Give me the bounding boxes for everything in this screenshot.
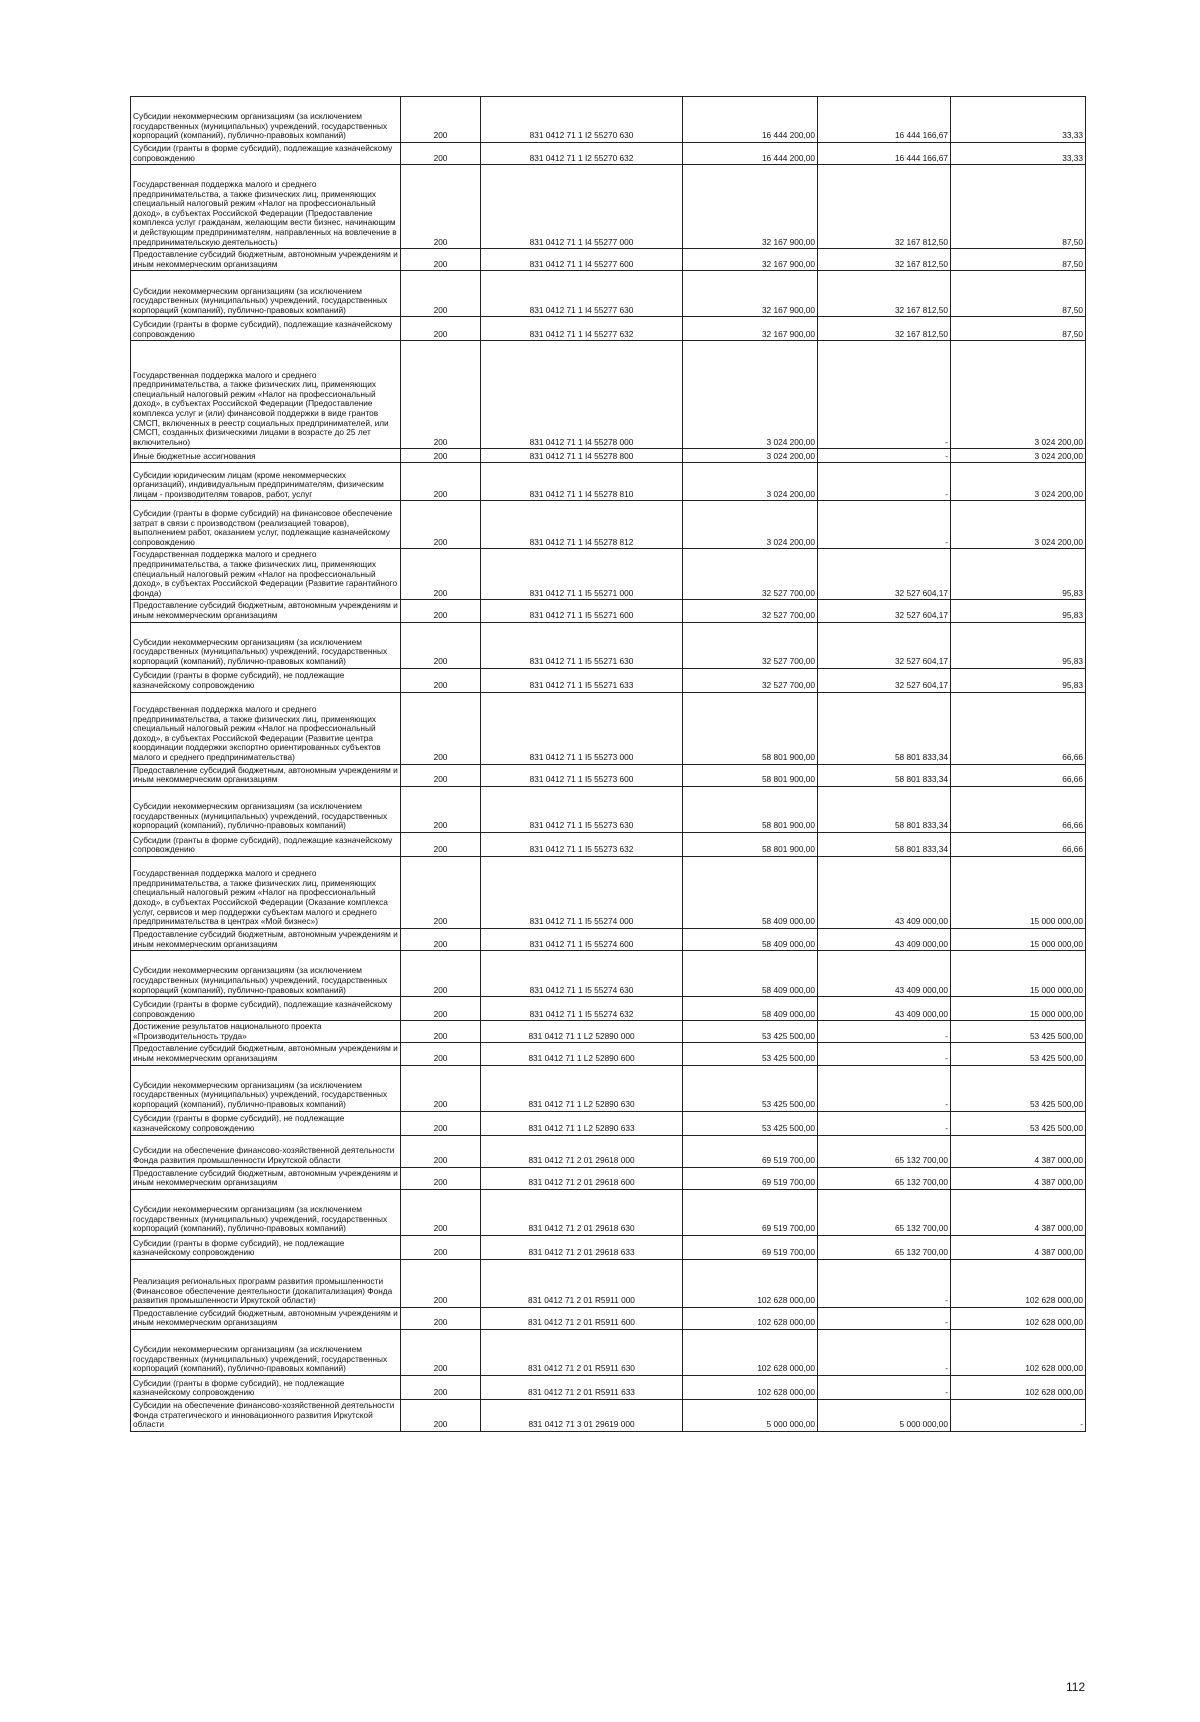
row-code: 200 bbox=[401, 317, 481, 341]
table-row bbox=[131, 1065, 1086, 1111]
row-code: 200 bbox=[401, 501, 481, 549]
row-code: 200 bbox=[401, 856, 481, 928]
row-code: 200 bbox=[401, 764, 481, 786]
row-approved: 69 519 700,00 bbox=[683, 1189, 818, 1235]
row-name: Предоставление субсидий бюджетным, автономным учреждениям и иным некоммерческим организациям bbox=[131, 600, 401, 622]
row-kbk: 831 0412 71 1 I5 55273 600 bbox=[481, 764, 683, 786]
row-approved: 3 024 200,00 bbox=[683, 449, 818, 463]
table-row bbox=[131, 1259, 1086, 1307]
row-kbk: 831 0412 71 1 I4 55278 800 bbox=[481, 449, 683, 463]
row-unexecuted: 15 000 000,00 bbox=[951, 856, 1086, 928]
row-executed: 32 167 812,50 bbox=[818, 249, 951, 271]
row-kbk: 831 0412 71 1 I5 55274 630 bbox=[481, 951, 683, 997]
table-row bbox=[131, 1135, 1086, 1167]
row-approved: 3 024 200,00 bbox=[683, 501, 818, 549]
row-name: Субсидии (гранты в форме субсидий), подлежащие казначейскому сопровождению bbox=[131, 317, 401, 341]
row-approved: 53 425 500,00 bbox=[683, 1111, 818, 1135]
row-code: 200 bbox=[401, 165, 481, 249]
table-row bbox=[131, 463, 1086, 501]
row-name: Субсидии на обеспечение финансово-хозяйственной деятельности Фонда развития промышленности Иркутской области bbox=[131, 1135, 401, 1167]
row-executed: 43 409 000,00 bbox=[818, 997, 951, 1021]
row-code: 200 bbox=[401, 549, 481, 600]
row-approved: 32 167 900,00 bbox=[683, 165, 818, 249]
row-name: Предоставление субсидий бюджетным, автономным учреждениям и иным некоммерческим организациям bbox=[131, 249, 401, 271]
row-name: Субсидии некоммерческим организациям (за исключением государственных (муниципальных) учреждений, государственных корпораций (компаний), публично-правовых компаний) bbox=[131, 97, 401, 143]
row-executed: 32 167 812,50 bbox=[818, 271, 951, 317]
row-unexecuted: 15 000 000,00 bbox=[951, 997, 1086, 1021]
row-name: Государственная поддержка малого и среднего предпринимательства, а также физических лиц, применяющих специальный налоговый режим «Налог на профессиональный доход», в субъектах Российской Федерации (Развитие гарантийного фонда) bbox=[131, 549, 401, 600]
row-executed: 32 527 604,17 bbox=[818, 668, 951, 692]
row-approved: 102 628 000,00 bbox=[683, 1259, 818, 1307]
row-name: Государственная поддержка малого и среднего предпринимательства, а также физических лиц, применяющих специальный налоговый режим «Налог на профессиональный доход», в субъектах Российской Федерации (Предоставление комплекса услуг и (или) финансовой поддержки в виде грантов СМСП, включенных в реестр социальных предпринимателей, или СМСП, созданных физическими лицами в возрасте до 25 лет включительно) bbox=[131, 341, 401, 449]
table-body bbox=[131, 97, 1086, 1432]
row-approved: 32 167 900,00 bbox=[683, 317, 818, 341]
row-unexecuted: 95,83 bbox=[951, 668, 1086, 692]
row-unexecuted: 95,83 bbox=[951, 549, 1086, 600]
table-row bbox=[131, 1235, 1086, 1259]
row-name: Субсидии некоммерческим организациям (за исключением государственных (муниципальных) учреждений, государственных корпораций (компаний), публично-правовых компаний) bbox=[131, 951, 401, 997]
row-code: 200 bbox=[401, 1235, 481, 1259]
table-row bbox=[131, 1307, 1086, 1329]
row-executed: 65 132 700,00 bbox=[818, 1135, 951, 1167]
row-kbk: 831 0412 71 1 I4 55278 810 bbox=[481, 463, 683, 501]
row-approved: 16 444 200,00 bbox=[683, 97, 818, 143]
table-row bbox=[131, 600, 1086, 622]
row-executed: - bbox=[818, 449, 951, 463]
row-kbk: 831 0412 71 1 I5 55273 630 bbox=[481, 786, 683, 832]
row-kbk: 831 0412 71 2 01 29618 600 bbox=[481, 1167, 683, 1189]
row-approved: 102 628 000,00 bbox=[683, 1307, 818, 1329]
row-approved: 16 444 200,00 bbox=[683, 143, 818, 165]
row-kbk: 831 0412 71 2 01 R5911 600 bbox=[481, 1307, 683, 1329]
row-code: 200 bbox=[401, 600, 481, 622]
row-executed: - bbox=[818, 1043, 951, 1065]
table-row bbox=[131, 832, 1086, 856]
row-executed: 43 409 000,00 bbox=[818, 856, 951, 928]
row-approved: 32 527 700,00 bbox=[683, 549, 818, 600]
row-unexecuted: 4 387 000,00 bbox=[951, 1167, 1086, 1189]
table-row bbox=[131, 317, 1086, 341]
row-name: Субсидии некоммерческим организациям (за исключением государственных (муниципальных) учреждений, государственных корпораций (компаний), публично-правовых компаний) bbox=[131, 271, 401, 317]
row-code: 200 bbox=[401, 271, 481, 317]
table-row bbox=[131, 951, 1086, 997]
row-approved: 58 409 000,00 bbox=[683, 997, 818, 1021]
table-row bbox=[131, 165, 1086, 249]
row-approved: 53 425 500,00 bbox=[683, 1021, 818, 1043]
row-code: 200 bbox=[401, 1307, 481, 1329]
row-code: 200 bbox=[401, 928, 481, 950]
row-executed: 32 527 604,17 bbox=[818, 622, 951, 668]
row-name: Субсидии некоммерческим организациям (за исключением государственных (муниципальных) учреждений, государственных корпораций (компаний), публично-правовых компаний) bbox=[131, 1330, 401, 1376]
row-approved: 5 000 000,00 bbox=[683, 1400, 818, 1432]
row-name: Субсидии на обеспечение финансово-хозяйственной деятельности Фонда стратегического и инновационного развития Иркутской области bbox=[131, 1400, 401, 1432]
row-unexecuted: 87,50 bbox=[951, 165, 1086, 249]
row-name: Достижение результатов национального проекта «Производительность труда» bbox=[131, 1021, 401, 1043]
row-executed: - bbox=[818, 1307, 951, 1329]
table-row bbox=[131, 1111, 1086, 1135]
row-code: 200 bbox=[401, 1167, 481, 1189]
row-code: 200 bbox=[401, 622, 481, 668]
row-executed: - bbox=[818, 463, 951, 501]
row-name: Субсидии некоммерческим организациям (за исключением государственных (муниципальных) учреждений, государственных корпораций (компаний), публично-правовых компаний) bbox=[131, 622, 401, 668]
row-code: 200 bbox=[401, 449, 481, 463]
row-code: 200 bbox=[401, 97, 481, 143]
row-executed: 65 132 700,00 bbox=[818, 1189, 951, 1235]
row-executed: 32 167 812,50 bbox=[818, 165, 951, 249]
table-row bbox=[131, 1043, 1086, 1065]
row-code: 200 bbox=[401, 1065, 481, 1111]
row-name: Субсидии некоммерческим организациям (за исключением государственных (муниципальных) учреждений, государственных корпораций (компаний), публично-правовых компаний) bbox=[131, 1189, 401, 1235]
row-approved: 58 409 000,00 bbox=[683, 951, 818, 997]
row-name: Субсидии (гранты в форме субсидий), подлежащие казначейскому сопровождению bbox=[131, 143, 401, 165]
row-name: Иные бюджетные ассигнования bbox=[131, 449, 401, 463]
row-unexecuted: 95,83 bbox=[951, 600, 1086, 622]
row-unexecuted: 102 628 000,00 bbox=[951, 1330, 1086, 1376]
row-approved: 32 527 700,00 bbox=[683, 668, 818, 692]
row-executed: - bbox=[818, 1021, 951, 1043]
table-row bbox=[131, 143, 1086, 165]
row-unexecuted: 66,66 bbox=[951, 832, 1086, 856]
table-row bbox=[131, 249, 1086, 271]
row-name: Государственная поддержка малого и среднего предпринимательства, а также физических лиц, применяющих специальный налоговый режим «Налог на профессиональный доход», в субъектах Российской Федерации (Развитие центра координации поддержки экспортно ориентированных субъектов малого и среднего предпринимательства) bbox=[131, 692, 401, 764]
row-name: Предоставление субсидий бюджетным, автономным учреждениям и иным некоммерческим организациям bbox=[131, 764, 401, 786]
row-name: Субсидии (гранты в форме субсидий), не подлежащие казначейскому сопровождению bbox=[131, 1376, 401, 1400]
row-code: 200 bbox=[401, 249, 481, 271]
row-approved: 58 801 900,00 bbox=[683, 692, 818, 764]
row-unexecuted: 102 628 000,00 bbox=[951, 1307, 1086, 1329]
budget-execution-table bbox=[130, 96, 1086, 1432]
row-executed: 58 801 833,34 bbox=[818, 786, 951, 832]
row-executed: 5 000 000,00 bbox=[818, 1400, 951, 1432]
row-name: Предоставление субсидий бюджетным, автономным учреждениям и иным некоммерческим организациям bbox=[131, 928, 401, 950]
row-unexecuted: 53 425 500,00 bbox=[951, 1021, 1086, 1043]
row-approved: 32 167 900,00 bbox=[683, 271, 818, 317]
row-kbk: 831 0412 71 2 01 29618 630 bbox=[481, 1189, 683, 1235]
row-name: Субсидии юридическим лицам (кроме некоммерческих организаций), индивидуальным предпринимателям, физическим лицам - производителям товаров, работ, услуг bbox=[131, 463, 401, 501]
row-executed: 58 801 833,34 bbox=[818, 764, 951, 786]
row-executed: 16 444 166,67 bbox=[818, 97, 951, 143]
row-name: Государственная поддержка малого и среднего предпринимательства, а также физических лиц, применяющих специальный налоговый режим «Налог на профессиональный доход», в субъектах Российской Федерации (Оказание комплекса услуг, сервисов и мер поддержки субъектам малого и среднего предпринимательства в центрах «Мой бизнес») bbox=[131, 856, 401, 928]
row-unexecuted: 3 024 200,00 bbox=[951, 449, 1086, 463]
row-executed: 43 409 000,00 bbox=[818, 928, 951, 950]
row-kbk: 831 0412 71 1 I5 55273 632 bbox=[481, 832, 683, 856]
row-code: 200 bbox=[401, 786, 481, 832]
row-approved: 58 801 900,00 bbox=[683, 832, 818, 856]
row-unexecuted: 53 425 500,00 bbox=[951, 1111, 1086, 1135]
row-unexecuted: 87,50 bbox=[951, 317, 1086, 341]
row-unexecuted: 53 425 500,00 bbox=[951, 1065, 1086, 1111]
row-approved: 102 628 000,00 bbox=[683, 1376, 818, 1400]
row-approved: 58 801 900,00 bbox=[683, 786, 818, 832]
row-kbk: 831 0412 71 1 I5 55274 600 bbox=[481, 928, 683, 950]
row-kbk: 831 0412 71 1 I5 55273 000 bbox=[481, 692, 683, 764]
table-row bbox=[131, 1189, 1086, 1235]
row-approved: 58 409 000,00 bbox=[683, 928, 818, 950]
row-unexecuted: 3 024 200,00 bbox=[951, 501, 1086, 549]
table-row bbox=[131, 622, 1086, 668]
row-kbk: 831 0412 71 1 I4 55277 632 bbox=[481, 317, 683, 341]
row-unexecuted: 4 387 000,00 bbox=[951, 1189, 1086, 1235]
row-unexecuted: 15 000 000,00 bbox=[951, 928, 1086, 950]
row-unexecuted: 102 628 000,00 bbox=[951, 1259, 1086, 1307]
row-unexecuted: 33,33 bbox=[951, 97, 1086, 143]
table-row bbox=[131, 997, 1086, 1021]
table-row bbox=[131, 1330, 1086, 1376]
row-name: Предоставление субсидий бюджетным, автономным учреждениям и иным некоммерческим организациям bbox=[131, 1307, 401, 1329]
row-approved: 102 628 000,00 bbox=[683, 1330, 818, 1376]
row-approved: 32 167 900,00 bbox=[683, 249, 818, 271]
row-kbk: 831 0412 71 1 L2 52890 630 bbox=[481, 1065, 683, 1111]
row-code: 200 bbox=[401, 1189, 481, 1235]
row-approved: 58 801 900,00 bbox=[683, 764, 818, 786]
row-unexecuted: - bbox=[951, 1400, 1086, 1432]
row-unexecuted: 95,83 bbox=[951, 622, 1086, 668]
row-name: Субсидии некоммерческим организациям (за исключением государственных (муниципальных) учреждений, государственных корпораций (компаний), публично-правовых компаний) bbox=[131, 786, 401, 832]
table-row bbox=[131, 449, 1086, 463]
row-executed: 32 527 604,17 bbox=[818, 600, 951, 622]
table-row bbox=[131, 271, 1086, 317]
row-executed: - bbox=[818, 341, 951, 449]
row-code: 200 bbox=[401, 1021, 481, 1043]
row-kbk: 831 0412 71 1 I5 55274 000 bbox=[481, 856, 683, 928]
row-executed: 43 409 000,00 bbox=[818, 951, 951, 997]
row-kbk: 831 0412 71 2 01 29618 000 bbox=[481, 1135, 683, 1167]
row-approved: 53 425 500,00 bbox=[683, 1065, 818, 1111]
row-kbk: 831 0412 71 1 I4 55277 000 bbox=[481, 165, 683, 249]
row-unexecuted: 33,33 bbox=[951, 143, 1086, 165]
row-code: 200 bbox=[401, 668, 481, 692]
row-name: Субсидии (гранты в форме субсидий), не подлежащие казначейскому сопровождению bbox=[131, 1111, 401, 1135]
row-executed: 58 801 833,34 bbox=[818, 692, 951, 764]
row-name: Предоставление субсидий бюджетным, автономным учреждениям и иным некоммерческим организациям bbox=[131, 1167, 401, 1189]
row-kbk: 831 0412 71 1 L2 52890 600 bbox=[481, 1043, 683, 1065]
row-executed: - bbox=[818, 501, 951, 549]
row-code: 200 bbox=[401, 1043, 481, 1065]
row-code: 200 bbox=[401, 951, 481, 997]
row-unexecuted: 4 387 000,00 bbox=[951, 1235, 1086, 1259]
row-code: 200 bbox=[401, 1400, 481, 1432]
row-kbk: 831 0412 71 2 01 R5911 633 bbox=[481, 1376, 683, 1400]
row-name: Предоставление субсидий бюджетным, автономным учреждениям и иным некоммерческим организациям bbox=[131, 1043, 401, 1065]
row-approved: 69 519 700,00 bbox=[683, 1167, 818, 1189]
row-code: 200 bbox=[401, 692, 481, 764]
row-approved: 69 519 700,00 bbox=[683, 1235, 818, 1259]
table-row bbox=[131, 1400, 1086, 1432]
row-approved: 32 527 700,00 bbox=[683, 622, 818, 668]
row-name: Субсидии (гранты в форме субсидий), подлежащие казначейскому сопровождению bbox=[131, 997, 401, 1021]
table-row bbox=[131, 856, 1086, 928]
row-approved: 32 527 700,00 bbox=[683, 600, 818, 622]
row-approved: 58 409 000,00 bbox=[683, 856, 818, 928]
row-name: Субсидии некоммерческим организациям (за исключением государственных (муниципальных) учреждений, государственных корпораций (компаний), публично-правовых компаний) bbox=[131, 1065, 401, 1111]
row-kbk: 831 0412 71 1 I4 55278 812 bbox=[481, 501, 683, 549]
row-unexecuted: 3 024 200,00 bbox=[951, 463, 1086, 501]
row-approved: 53 425 500,00 bbox=[683, 1043, 818, 1065]
row-unexecuted: 102 628 000,00 bbox=[951, 1376, 1086, 1400]
row-code: 200 bbox=[401, 1111, 481, 1135]
row-executed: 65 132 700,00 bbox=[818, 1235, 951, 1259]
row-approved: 3 024 200,00 bbox=[683, 341, 818, 449]
row-executed: - bbox=[818, 1065, 951, 1111]
table-row bbox=[131, 97, 1086, 143]
row-executed: 32 167 812,50 bbox=[818, 317, 951, 341]
row-name: Субсидии (гранты в форме субсидий), не подлежащие казначейскому сопровождению bbox=[131, 1235, 401, 1259]
row-code: 200 bbox=[401, 1376, 481, 1400]
row-kbk: 831 0412 71 1 I2 55270 632 bbox=[481, 143, 683, 165]
row-kbk: 831 0412 71 1 I4 55278 000 bbox=[481, 341, 683, 449]
row-code: 200 bbox=[401, 463, 481, 501]
row-name: Реализация региональных программ развития промышленности (Финансовое обеспечение деятельности (докапитализация) Фонда развития промышленности Иркутской области) bbox=[131, 1259, 401, 1307]
row-kbk: 831 0412 71 2 01 R5911 000 bbox=[481, 1259, 683, 1307]
row-executed: - bbox=[818, 1330, 951, 1376]
row-unexecuted: 4 387 000,00 bbox=[951, 1135, 1086, 1167]
row-kbk: 831 0412 71 1 L2 52890 000 bbox=[481, 1021, 683, 1043]
row-executed: - bbox=[818, 1259, 951, 1307]
row-executed: 16 444 166,67 bbox=[818, 143, 951, 165]
row-executed: - bbox=[818, 1376, 951, 1400]
row-kbk: 831 0412 71 1 L2 52890 633 bbox=[481, 1111, 683, 1135]
row-executed: - bbox=[818, 1111, 951, 1135]
table-row bbox=[131, 668, 1086, 692]
row-kbk: 831 0412 71 1 I5 55271 000 bbox=[481, 549, 683, 600]
row-unexecuted: 66,66 bbox=[951, 764, 1086, 786]
table-row bbox=[131, 764, 1086, 786]
table-row bbox=[131, 786, 1086, 832]
row-executed: 58 801 833,34 bbox=[818, 832, 951, 856]
row-kbk: 831 0412 71 1 I2 55270 630 bbox=[481, 97, 683, 143]
row-unexecuted: 53 425 500,00 bbox=[951, 1043, 1086, 1065]
row-kbk: 831 0412 71 1 I4 55277 600 bbox=[481, 249, 683, 271]
row-kbk: 831 0412 71 1 I5 55271 600 bbox=[481, 600, 683, 622]
row-kbk: 831 0412 71 2 01 R5911 630 bbox=[481, 1330, 683, 1376]
row-approved: 3 024 200,00 bbox=[683, 463, 818, 501]
row-kbk: 831 0412 71 1 I4 55277 630 bbox=[481, 271, 683, 317]
table-row bbox=[131, 692, 1086, 764]
row-unexecuted: 87,50 bbox=[951, 249, 1086, 271]
row-name: Субсидии (гранты в форме субсидий), не подлежащие казначейскому сопровождению bbox=[131, 668, 401, 692]
row-code: 200 bbox=[401, 1330, 481, 1376]
row-unexecuted: 15 000 000,00 bbox=[951, 951, 1086, 997]
table-row bbox=[131, 1021, 1086, 1043]
page-number: 112 bbox=[1066, 1680, 1086, 1694]
row-kbk: 831 0412 71 3 01 29619 000 bbox=[481, 1400, 683, 1432]
row-code: 200 bbox=[401, 997, 481, 1021]
row-unexecuted: 66,66 bbox=[951, 786, 1086, 832]
row-unexecuted: 87,50 bbox=[951, 271, 1086, 317]
row-unexecuted: 66,66 bbox=[951, 692, 1086, 764]
row-code: 200 bbox=[401, 341, 481, 449]
table-row bbox=[131, 1167, 1086, 1189]
row-kbk: 831 0412 71 1 I5 55271 630 bbox=[481, 622, 683, 668]
row-kbk: 831 0412 71 1 I5 55274 632 bbox=[481, 997, 683, 1021]
row-name: Государственная поддержка малого и среднего предпринимательства, а также физических лиц, применяющих специальный налоговый режим «Налог на профессиональный доход», в субъектах Российской Федерации (Предоставление комплекса услуг гражданам, желающим вести бизнес, начинающим и действующим предпринимателям, направленных на вовлечение в предпринимательскую деятельность) bbox=[131, 165, 401, 249]
row-unexecuted: 3 024 200,00 bbox=[951, 341, 1086, 449]
row-kbk: 831 0412 71 1 I5 55271 633 bbox=[481, 668, 683, 692]
row-name: Субсидии (гранты в форме субсидий), подлежащие казначейскому сопровождению bbox=[131, 832, 401, 856]
table-row bbox=[131, 501, 1086, 549]
row-code: 200 bbox=[401, 143, 481, 165]
row-name: Субсидии (гранты в форме субсидий) на финансовое обеспечение затрат в связи с производством (реализацией товаров), выполнением работ, оказанием услуг, подлежащие казначейскому сопровождению bbox=[131, 501, 401, 549]
row-kbk: 831 0412 71 2 01 29618 633 bbox=[481, 1235, 683, 1259]
table-row bbox=[131, 341, 1086, 449]
table-row bbox=[131, 928, 1086, 950]
table-row bbox=[131, 549, 1086, 600]
row-executed: 32 527 604,17 bbox=[818, 549, 951, 600]
row-code: 200 bbox=[401, 1135, 481, 1167]
row-approved: 69 519 700,00 bbox=[683, 1135, 818, 1167]
row-code: 200 bbox=[401, 1259, 481, 1307]
table-row bbox=[131, 1376, 1086, 1400]
row-executed: 65 132 700,00 bbox=[818, 1167, 951, 1189]
row-code: 200 bbox=[401, 832, 481, 856]
